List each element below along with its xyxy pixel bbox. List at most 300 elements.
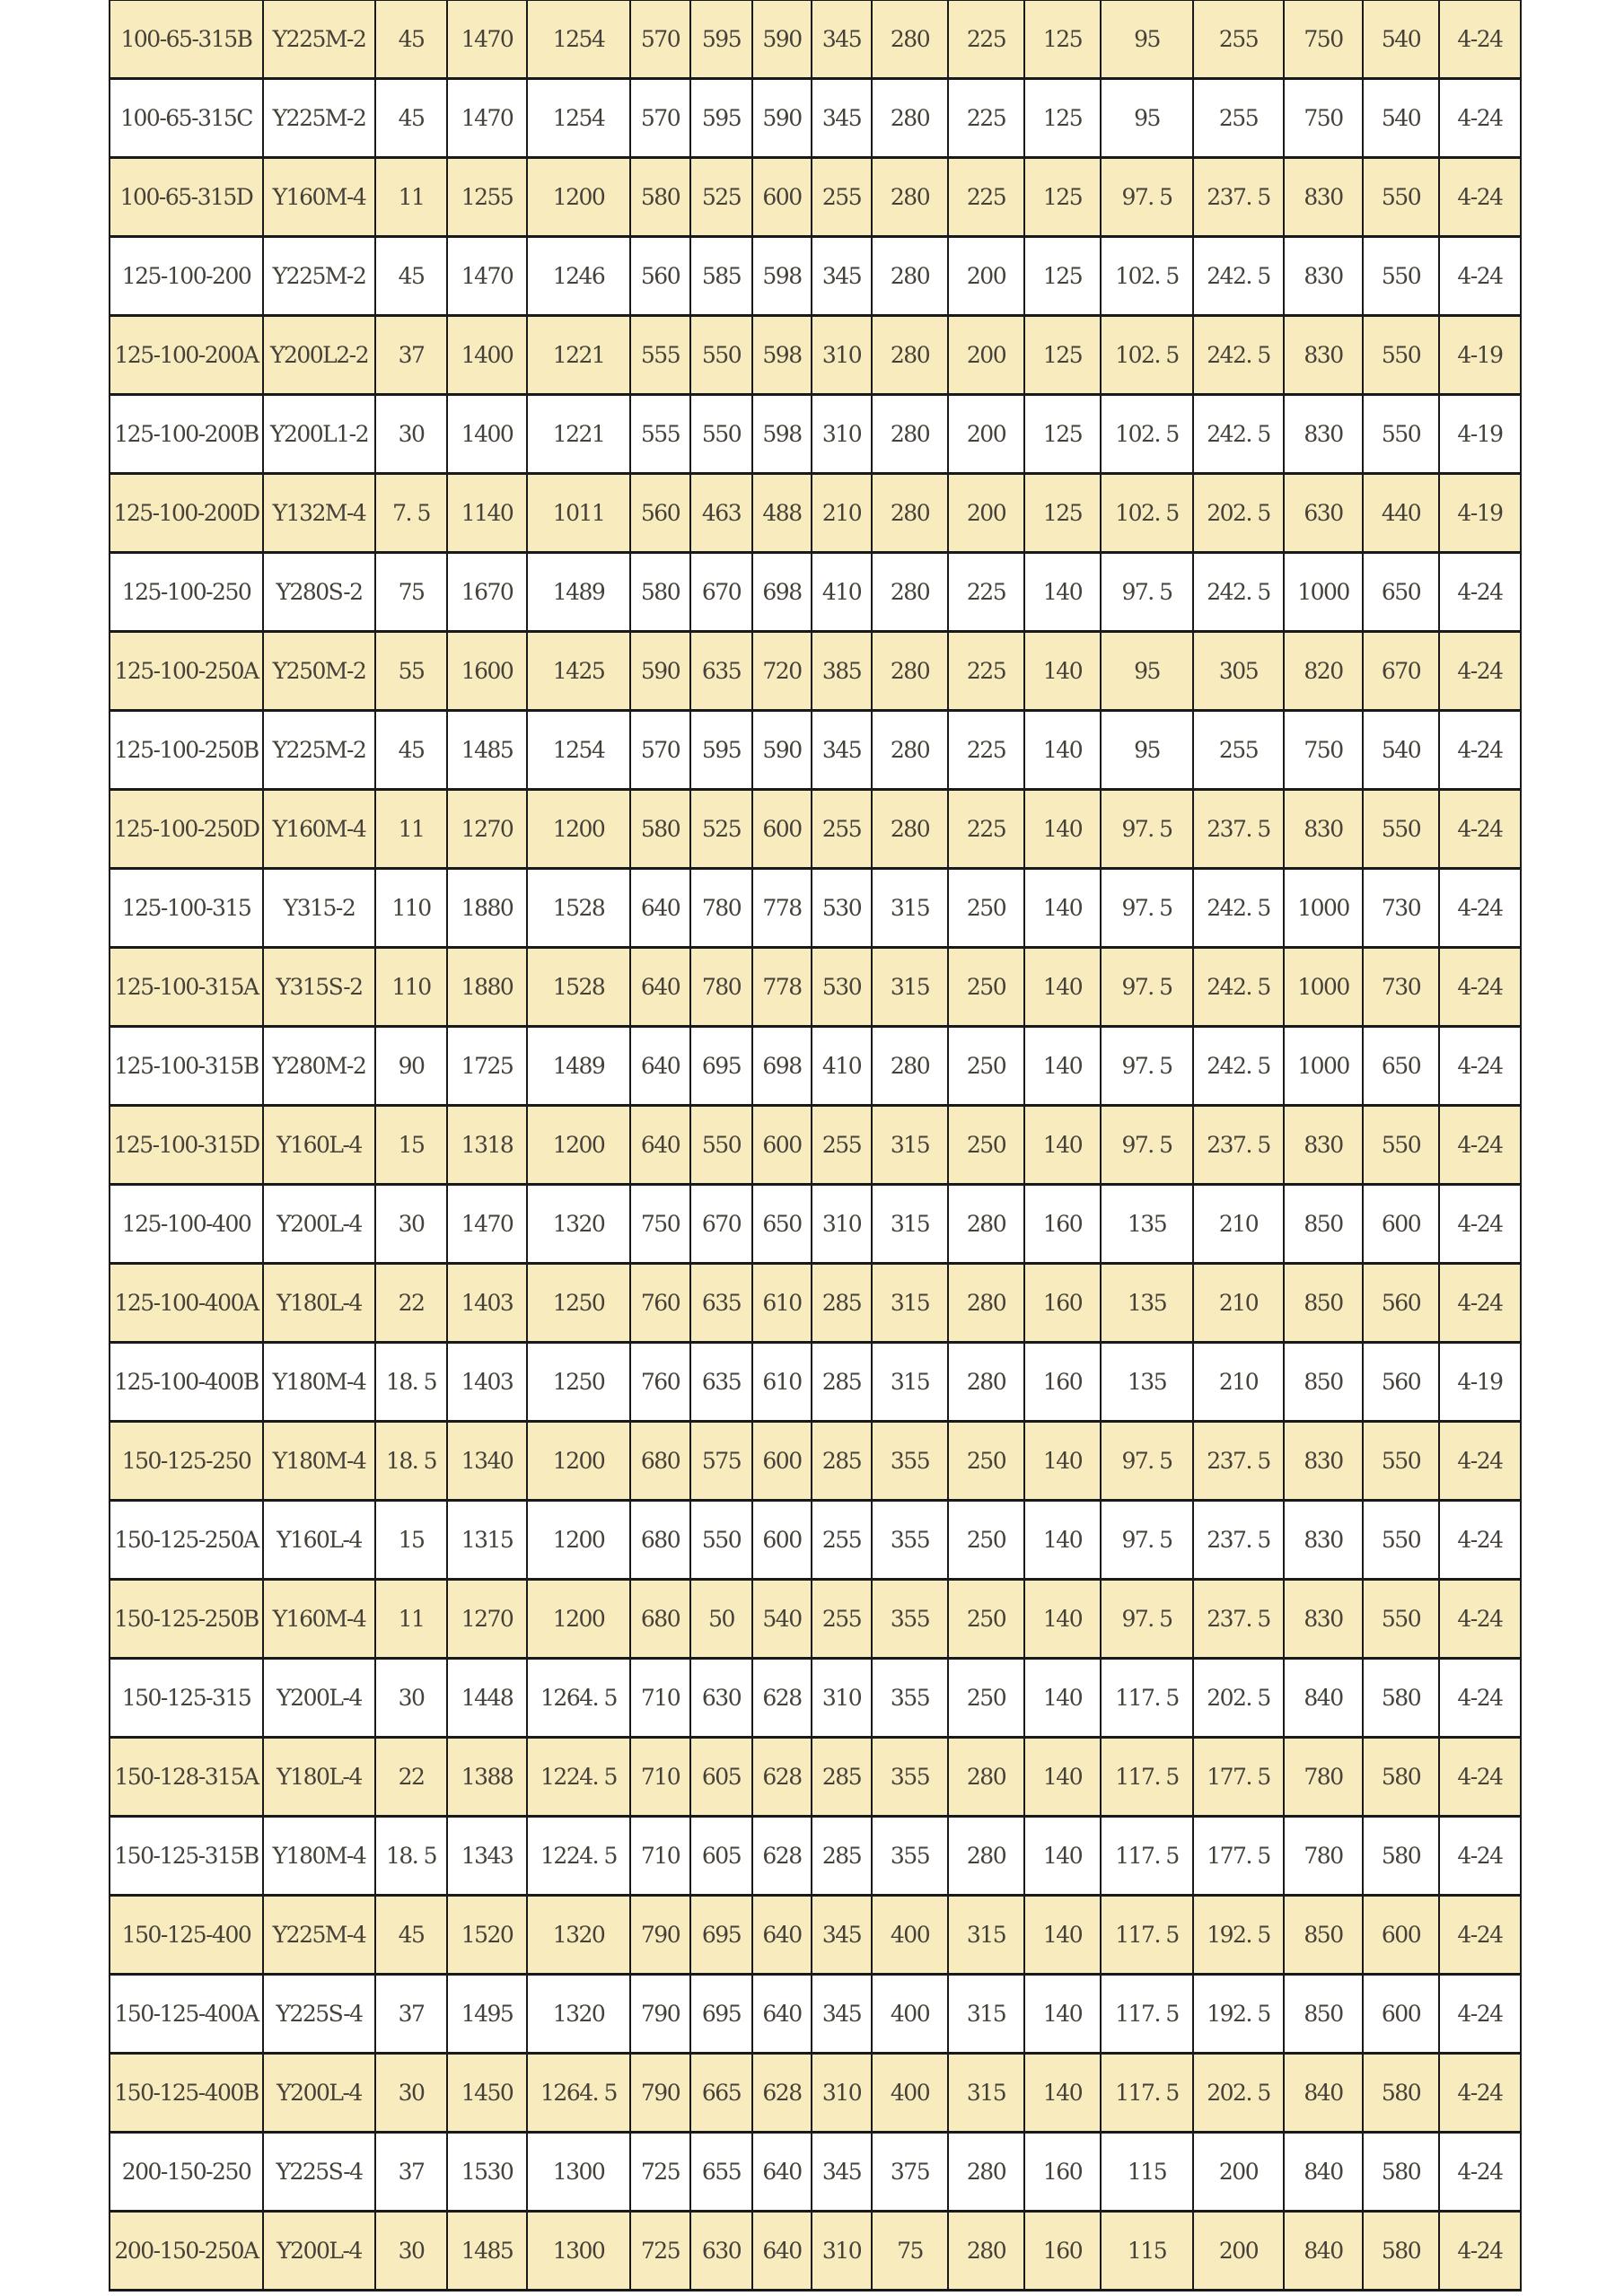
table-cell: 125-100-315 [110,869,263,948]
table-cell: 242. 5 [1193,869,1284,948]
table-cell: 310 [812,2054,872,2133]
table-cell: 115 [1101,2212,1193,2291]
table-cell: 315 [872,1343,948,1422]
table-cell: 550 [690,395,752,474]
table-cell: 440 [1363,474,1439,553]
table-cell: 1254 [527,0,630,79]
table-cell: 310 [812,1185,872,1264]
table-cell: 605 [690,1817,752,1896]
table-cell: 125-100-250A [110,632,263,711]
table-cell: Y160L-4 [263,1106,375,1185]
table-cell: 150-125-250B [110,1580,263,1659]
table-cell: Y160L-4 [263,1501,375,1580]
table-cell: 628 [752,1817,812,1896]
table-cell: 530 [812,869,872,948]
table-cell: 237. 5 [1193,1106,1284,1185]
table-cell: 463 [690,474,752,553]
table-cell: 160 [1024,2212,1101,2291]
table-cell: 540 [1363,711,1439,790]
table-cell: 140 [1024,1975,1101,2054]
table-cell: 4-24 [1439,1580,1521,1659]
table-cell: 850 [1284,1264,1363,1343]
table-cell: Y315-2 [263,869,375,948]
table-cell: 4-24 [1439,2133,1521,2212]
table-cell: 1200 [527,1580,630,1659]
table-cell: 550 [1363,1580,1439,1659]
table-cell: 285 [812,1817,872,1896]
table-cell: 840 [1284,2133,1363,2212]
table-cell: 210 [812,474,872,553]
table-row [110,0,1521,79]
table-cell: 1318 [447,1106,527,1185]
table-cell: 280 [872,395,948,474]
table-cell: 117. 5 [1101,1896,1193,1975]
table-cell: 355 [872,1501,948,1580]
table-cell: 345 [812,1896,872,1975]
table-cell: 97. 5 [1101,948,1193,1027]
table-cell: 1200 [527,158,630,237]
table-cell: 628 [752,2054,812,2133]
table-cell: 125-100-400 [110,1185,263,1264]
table-cell: 375 [872,2133,948,2212]
table-cell: 150-125-400B [110,2054,263,2133]
table-cell: 37 [375,316,447,395]
table-cell: 255 [1193,711,1284,790]
table-cell: 192. 5 [1193,1975,1284,2054]
table-cell: 550 [1363,1501,1439,1580]
table-cell: 610 [752,1264,812,1343]
table-cell: 125 [1024,316,1101,395]
table-cell: 22 [375,1738,447,1817]
table-cell: 1485 [447,711,527,790]
table-cell: 30 [375,2054,447,2133]
table-cell: 18. 5 [375,1422,447,1501]
table-cell: 125-100-200D [110,474,263,553]
table-cell: 650 [1363,553,1439,632]
table-cell: 255 [812,1580,872,1659]
table-cell: 75 [872,2212,948,2291]
table-cell: 600 [752,790,812,869]
table-cell: 7. 5 [375,474,447,553]
table-cell: 280 [872,237,948,316]
table-cell: 250 [948,1106,1024,1185]
table-cell: 280 [948,1738,1024,1817]
table-cell: 4-19 [1439,1343,1521,1422]
table-cell: 1450 [447,2054,527,2133]
table-cell: 680 [630,1422,690,1501]
table-cell: 315 [872,1264,948,1343]
table-cell: 140 [1024,2054,1101,2133]
table-cell: 580 [1363,1659,1439,1738]
table-cell: 1388 [447,1738,527,1817]
table-cell: Y225M-2 [263,79,375,158]
table-cell: Y315S-2 [263,948,375,1027]
table-cell: 595 [690,0,752,79]
table-cell: 570 [630,711,690,790]
table-cell: 1880 [447,869,527,948]
table-cell: 250 [948,948,1024,1027]
table-cell: 37 [375,2133,447,2212]
table-cell: 280 [872,474,948,553]
table-cell: 1600 [447,632,527,711]
table-cell: 315 [872,1106,948,1185]
table-cell: 97. 5 [1101,1501,1193,1580]
table-cell: 140 [1024,948,1101,1027]
table-cell: 225 [948,0,1024,79]
table-cell: 250 [948,1659,1024,1738]
table-cell: 1250 [527,1343,630,1422]
table-cell: 355 [872,1817,948,1896]
table-cell: 488 [752,474,812,553]
table-cell: 1000 [1284,948,1363,1027]
table-cell: 4-24 [1439,1896,1521,1975]
table-cell: 140 [1024,1106,1101,1185]
table-cell: 140 [1024,790,1101,869]
table-cell: 150-128-315A [110,1738,263,1817]
table-cell: 160 [1024,1185,1101,1264]
table-cell: 780 [690,948,752,1027]
table-cell: 200 [948,237,1024,316]
table-cell: 125-100-400A [110,1264,263,1343]
table-cell: Y200L-4 [263,2212,375,2291]
table-cell: 285 [812,1343,872,1422]
table-cell: 4-24 [1439,790,1521,869]
table-cell: 1224. 5 [527,1738,630,1817]
table-cell: 200 [1193,2212,1284,2291]
table-cell: 750 [1284,711,1363,790]
table-cell: 250 [948,869,1024,948]
table-cell: 550 [1363,790,1439,869]
table-cell: 550 [1363,158,1439,237]
table-cell: 400 [872,1896,948,1975]
table-cell: 110 [375,869,447,948]
table-cell: 550 [1363,1422,1439,1501]
table-cell: 4-24 [1439,948,1521,1027]
table-cell: 255 [812,1106,872,1185]
table-row [110,2133,1521,2212]
table-cell: 97. 5 [1101,553,1193,632]
table-cell: 1530 [447,2133,527,2212]
table-row [110,632,1521,711]
table-cell: 580 [630,158,690,237]
table-cell: 315 [872,1185,948,1264]
table-cell: 830 [1284,237,1363,316]
table-cell: 1403 [447,1264,527,1343]
table-cell: 345 [812,79,872,158]
table-cell: 97. 5 [1101,869,1193,948]
table-cell: 140 [1024,1422,1101,1501]
table-cell: 140 [1024,1580,1101,1659]
table-cell: 242. 5 [1193,948,1284,1027]
table-cell: 315 [948,1975,1024,2054]
table-cell: 4-24 [1439,1106,1521,1185]
table-cell: 160 [1024,1343,1101,1422]
table-cell: 125 [1024,158,1101,237]
table-cell: 410 [812,1027,872,1106]
table-cell: 255 [1193,79,1284,158]
table-cell: 237. 5 [1193,1422,1284,1501]
table-cell: 4-24 [1439,1501,1521,1580]
table-cell: 315 [872,948,948,1027]
table-cell: 698 [752,553,812,632]
table-cell: 11 [375,790,447,869]
table-cell: 4-24 [1439,1659,1521,1738]
table-cell: 760 [630,1343,690,1422]
table-cell: Y200L1-2 [263,395,375,474]
table-cell: 140 [1024,869,1101,948]
table-cell: 600 [752,1106,812,1185]
table-cell: 310 [812,2212,872,2291]
table-cell: 150-125-315B [110,1817,263,1896]
table-cell: 125-100-250D [110,790,263,869]
table-cell: 280 [948,1264,1024,1343]
table-cell: 840 [1284,2054,1363,2133]
table-cell: 55 [375,632,447,711]
table-cell: 200-150-250A [110,2212,263,2291]
table-cell: 125 [1024,474,1101,553]
table-cell: 285 [812,1422,872,1501]
table-cell: 250 [948,1027,1024,1106]
table-cell: 250 [948,1501,1024,1580]
table-cell: 1320 [527,1896,630,1975]
table-cell: 595 [690,711,752,790]
table-cell: Y225M-2 [263,0,375,79]
table-cell: 600 [1363,1896,1439,1975]
table-cell: 4-24 [1439,632,1521,711]
table-cell: 4-24 [1439,1975,1521,2054]
pump-spec-table [109,0,1522,2292]
table-cell: 45 [375,79,447,158]
table-cell: 1200 [527,1501,630,1580]
table-cell: 200 [948,474,1024,553]
table-cell: 355 [872,1659,948,1738]
table-cell: 90 [375,1027,447,1106]
table-cell: 630 [690,1659,752,1738]
table-cell: 117. 5 [1101,1659,1193,1738]
table-cell: 97. 5 [1101,1106,1193,1185]
table-cell: Y180M-4 [263,1422,375,1501]
table-cell: 125-100-200A [110,316,263,395]
table-cell: 540 [752,1580,812,1659]
table-cell: 725 [630,2212,690,2291]
table-cell: 225 [948,632,1024,711]
table-row [110,1106,1521,1185]
table-cell: 640 [752,1975,812,2054]
table-cell: 202. 5 [1193,2054,1284,2133]
table-cell: 97. 5 [1101,1580,1193,1659]
table-cell: 1264. 5 [527,2054,630,2133]
table-cell: 1520 [447,1896,527,1975]
table-cell: 600 [752,1422,812,1501]
table-cell: 600 [752,158,812,237]
table-cell: Y250M-2 [263,632,375,711]
table-cell: 255 [812,790,872,869]
table-row [110,237,1521,316]
table-cell: 280 [872,0,948,79]
table-cell: 560 [1363,1343,1439,1422]
table-cell: 1320 [527,1975,630,2054]
table-cell: 125-100-200 [110,237,263,316]
table-cell: 1255 [447,158,527,237]
table-cell: 115 [1101,2133,1193,2212]
table-cell: Y225M-2 [263,237,375,316]
table-cell: 595 [690,79,752,158]
table-cell: 140 [1024,632,1101,711]
table-cell: Y180M-4 [263,1343,375,1422]
table-cell: 830 [1284,1106,1363,1185]
table-cell: 1254 [527,711,630,790]
table-cell: 530 [812,948,872,1027]
table-cell: 237. 5 [1193,1580,1284,1659]
table-cell: 1495 [447,1975,527,2054]
table-cell: 1300 [527,2212,630,2291]
table-cell: 628 [752,1738,812,1817]
table-row [110,1422,1521,1501]
table-cell: 210 [1193,1185,1284,1264]
table-cell: 4-24 [1439,869,1521,948]
table-cell: 225 [948,790,1024,869]
table-cell: 580 [1363,2212,1439,2291]
table-cell: 575 [690,1422,752,1501]
table-cell: 630 [690,2212,752,2291]
table-cell: 1400 [447,395,527,474]
table-cell: 100-65-315B [110,0,263,79]
table-cell: 280 [872,790,948,869]
table-cell: 850 [1284,1975,1363,2054]
table-cell: 640 [752,2133,812,2212]
table-cell: 310 [812,316,872,395]
table-cell: 250 [948,1422,1024,1501]
table-row [110,2212,1521,2291]
table-cell: 710 [630,1817,690,1896]
table-cell: Y160M-4 [263,790,375,869]
table-cell: 15 [375,1501,447,1580]
table-cell: 1270 [447,1580,527,1659]
table-cell: 1485 [447,2212,527,2291]
table-cell: 1270 [447,790,527,869]
table-cell: 550 [690,316,752,395]
table-cell: 140 [1024,553,1101,632]
table-cell: 630 [1284,474,1363,553]
table-cell: 280 [872,632,948,711]
table-cell: 598 [752,237,812,316]
table-cell: 135 [1101,1343,1193,1422]
table-row [110,1817,1521,1896]
table-cell: 1000 [1284,869,1363,948]
table-cell: 600 [1363,1185,1439,1264]
table-cell: 45 [375,711,447,790]
table-cell: 850 [1284,1185,1363,1264]
table-cell: 650 [1363,1027,1439,1106]
table-cell: 850 [1284,1896,1363,1975]
table-cell: 355 [872,1422,948,1501]
table-cell: 315 [872,869,948,948]
table-cell: 555 [630,395,690,474]
table-cell: 4-19 [1439,316,1521,395]
table-cell: 117. 5 [1101,1738,1193,1817]
table-cell: 310 [812,395,872,474]
table-row [110,553,1521,632]
table-cell: 720 [752,632,812,711]
table-cell: 598 [752,316,812,395]
table-cell: 97. 5 [1101,1027,1193,1106]
table-cell: Y225S-4 [263,1975,375,2054]
table-cell: 628 [752,1659,812,1738]
table-cell: 4-24 [1439,1185,1521,1264]
table-cell: 640 [630,1027,690,1106]
table-cell: 125 [1024,237,1101,316]
table-cell: 95 [1101,0,1193,79]
table-cell: 1528 [527,869,630,948]
table-cell: 280 [872,553,948,632]
table-cell: 117. 5 [1101,1975,1193,2054]
table-cell: 1221 [527,316,630,395]
table-cell: 710 [630,1659,690,1738]
table-cell: 242. 5 [1193,1027,1284,1106]
table-row [110,711,1521,790]
table-cell: 4-24 [1439,237,1521,316]
table-cell: 140 [1024,1027,1101,1106]
table-cell: 790 [630,1896,690,1975]
table-cell: 4-24 [1439,158,1521,237]
table-cell: 610 [752,1343,812,1422]
table-cell: 1400 [447,316,527,395]
table-cell: 150-125-250 [110,1422,263,1501]
table-cell: 580 [1363,1738,1439,1817]
table-cell: 200 [948,316,1024,395]
table-cell: 560 [1363,1264,1439,1343]
table-cell: 790 [630,1975,690,2054]
table-cell: 160 [1024,2133,1101,2212]
table-row [110,869,1521,948]
table-cell: 95 [1101,711,1193,790]
table-cell: 1528 [527,948,630,1027]
table-cell: 525 [690,158,752,237]
table-cell: 570 [630,79,690,158]
table-cell: 850 [1284,1343,1363,1422]
table-row [110,1501,1521,1580]
table-cell: 600 [752,1501,812,1580]
table-cell: 1224. 5 [527,1817,630,1896]
table-cell: 315 [948,1896,1024,1975]
table-cell: 640 [630,948,690,1027]
table-cell: 355 [872,1738,948,1817]
table-cell: 280 [872,1027,948,1106]
table-row [110,1343,1521,1422]
table-cell: 590 [630,632,690,711]
table-cell: 1340 [447,1422,527,1501]
table-cell: 30 [375,2212,447,2291]
table-row [110,1027,1521,1106]
table-cell: 1489 [527,1027,630,1106]
table-row [110,1264,1521,1343]
table-cell: 670 [690,1185,752,1264]
table-cell: 550 [1363,237,1439,316]
table-cell: 830 [1284,1580,1363,1659]
table-cell: 830 [1284,316,1363,395]
table-cell: 4-24 [1439,1422,1521,1501]
table-cell: 4-24 [1439,711,1521,790]
table-cell: 635 [690,1264,752,1343]
table-cell: Y225M-2 [263,711,375,790]
table-cell: 555 [630,316,690,395]
table-cell: 780 [1284,1817,1363,1896]
table-cell: 580 [1363,2133,1439,2212]
table-cell: 4-24 [1439,2212,1521,2291]
table-row [110,316,1521,395]
table-cell: 280 [872,316,948,395]
table-cell: 695 [690,1975,752,2054]
